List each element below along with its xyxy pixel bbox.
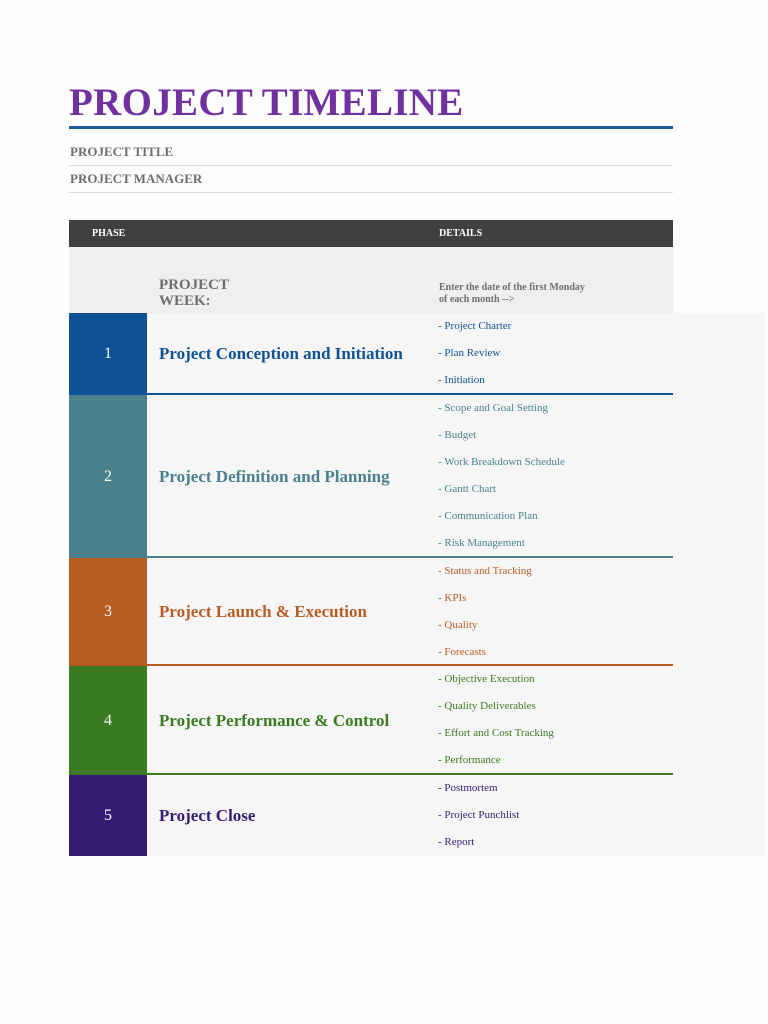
phase-number: 4 bbox=[69, 666, 147, 775]
project-week-label: PROJECT WEEK: bbox=[159, 277, 229, 309]
project-manager-label: PROJECT MANAGER bbox=[70, 171, 203, 186]
project-title-row[interactable] bbox=[69, 139, 673, 166]
table-header bbox=[69, 220, 673, 247]
detail-item: - Forecasts bbox=[438, 646, 486, 658]
detail-item: - Objective Execution bbox=[438, 673, 535, 685]
phase-details bbox=[438, 666, 668, 774]
phase-details bbox=[438, 395, 668, 557]
detail-item: - Work Breakdown Schedule bbox=[438, 456, 565, 468]
detail-item: - Plan Review bbox=[438, 347, 501, 359]
detail-item: - Quality bbox=[438, 619, 478, 631]
page-title: PROJECT TIMELINE bbox=[69, 81, 464, 124]
phase-number: 5 bbox=[69, 775, 147, 856]
project-week-row bbox=[69, 247, 673, 313]
detail-item: - Effort and Cost Tracking bbox=[438, 727, 554, 739]
phase-name: Project Close bbox=[159, 805, 256, 825]
phase-row bbox=[69, 395, 765, 558]
phase-name: Project Definition and Planning bbox=[159, 466, 390, 486]
detail-item: - Initiation bbox=[438, 374, 485, 386]
phase-number: 1 bbox=[69, 313, 147, 395]
detail-item: - Risk Management bbox=[438, 537, 525, 549]
detail-item: - Performance bbox=[438, 754, 501, 766]
detail-item: - Communication Plan bbox=[438, 510, 538, 522]
phase-details bbox=[438, 313, 668, 394]
phase-details bbox=[438, 775, 668, 856]
detail-item: - Postmortem bbox=[438, 782, 498, 794]
phase-details bbox=[438, 558, 668, 666]
detail-item: - Quality Deliverables bbox=[438, 700, 536, 712]
phase-row bbox=[69, 666, 765, 775]
project-title-label: PROJECT TITLE bbox=[70, 144, 174, 159]
details-column-header: DETAILS bbox=[439, 228, 483, 239]
phase-name: Project Conception and Initiation bbox=[159, 344, 403, 363]
detail-item: - Report bbox=[438, 836, 475, 848]
phase-row bbox=[69, 313, 765, 395]
detail-item: - Status and Tracking bbox=[438, 565, 532, 577]
detail-item: - Scope and Goal Setting bbox=[438, 402, 548, 414]
phase-column-header: PHASE bbox=[92, 228, 126, 239]
detail-item: - Project Charter bbox=[438, 320, 512, 332]
detail-item: - KPIs bbox=[438, 592, 467, 604]
phase-number: 3 bbox=[69, 558, 147, 666]
detail-item: - Gantt Chart bbox=[438, 483, 497, 495]
detail-item: - Budget bbox=[438, 429, 477, 441]
phase-name: Project Launch & Execution bbox=[159, 602, 367, 621]
detail-item: - Project Punchlist bbox=[438, 809, 520, 821]
phase-row bbox=[69, 775, 765, 856]
project-week-hint: Enter the date of the first Monday of each month --> bbox=[439, 282, 585, 305]
phase-row bbox=[69, 558, 765, 666]
title-underline bbox=[69, 126, 673, 129]
phase-name: Project Performance & Control bbox=[159, 710, 390, 730]
project-manager-row[interactable] bbox=[69, 166, 673, 193]
phase-number: 2 bbox=[69, 395, 147, 558]
